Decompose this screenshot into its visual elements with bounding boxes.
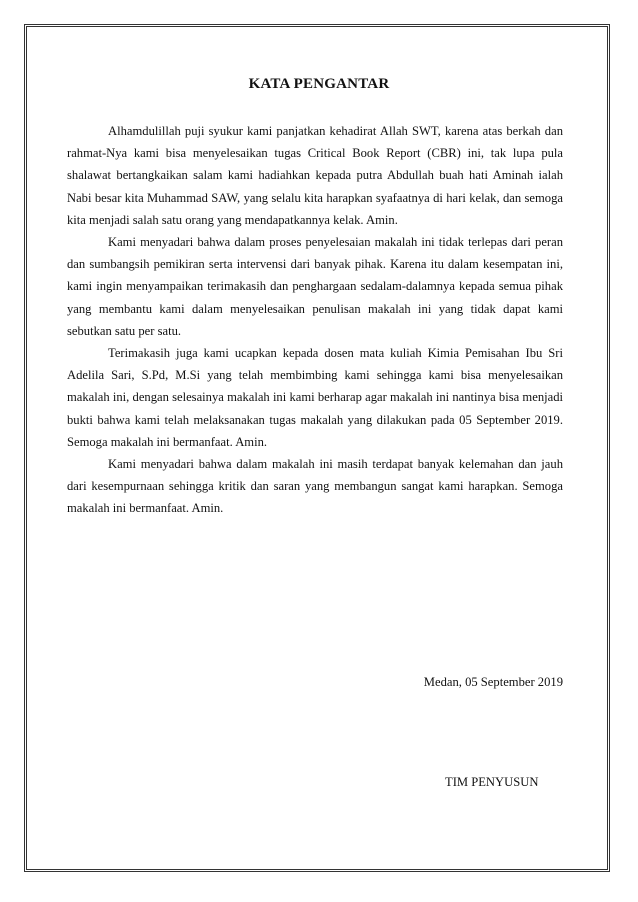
document-title: KATA PENGANTAR [248, 76, 390, 92]
signature: TIM PENYUSUN [445, 775, 539, 789]
place-date: Medan, 05 September 2019 [423, 675, 563, 689]
paragraph-opening: Alhamdulillah puji syukur kami panjatkan kehadirat Allah SWT, karena atas berkah dan rahmat-Nya kami bisa menyelesaikan tugas Critical Book Report (CBR) ini, tak lupa pula shalawat bertangkaikan salam kami hadiahkan kepada putra Abdullah buah hati Aminah ialah Nabi besar kita Muhammad SAW, yang selalu kita harapkan syafaatnya di hari kelak, dan semoga kita menjadi salah satu orang yang mendapatkannya kelak. Amin. [67, 124, 563, 227]
paragraph-thanks-lecturer: Terimakasih juga kami ucapkan kepada dosen mata kuliah Kimia Pemisahan Ibu Sri Adelila Sari, S.Pd, M.Si yang telah membimbing kami sehingga kami bisa menyelesaikan makalah ini, dengan selesainya makalah ini kami berharap agar makalah ini nantinya bisa menjadi bukti bahwa kami telah melaksanakan tugas makalah yang dilakukan pada 05 September 2019. Semoga makalah ini bermanfaat. Amin. [67, 346, 563, 449]
paragraph-closing: Kami menyadari bahwa dalam makalah ini masih terdapat banyak kelemahan dan jauh dari kesempurnaan sehingga kritik dan saran yang membangun sangat kami harapkan. Semoga makalah ini bermanfaat. Amin. [67, 457, 563, 516]
document-body [67, 120, 563, 520]
paragraph-acknowledgement: Kami menyadari bahwa dalam proses penyelesaian makalah ini tidak terlepas dari peran dan sumbangsih pemikiran serta intervensi dari banyak pihak. Karena itu dalam kesempatan ini, kami ingin menyampaikan terimakasih dan penghargaan sedalam-dalamnya kepada semua pihak yang membantu kami dalam menyelesaikan penulisan makalah ini yang tidak dapat kami sebutkan satu per satu. [67, 235, 563, 338]
